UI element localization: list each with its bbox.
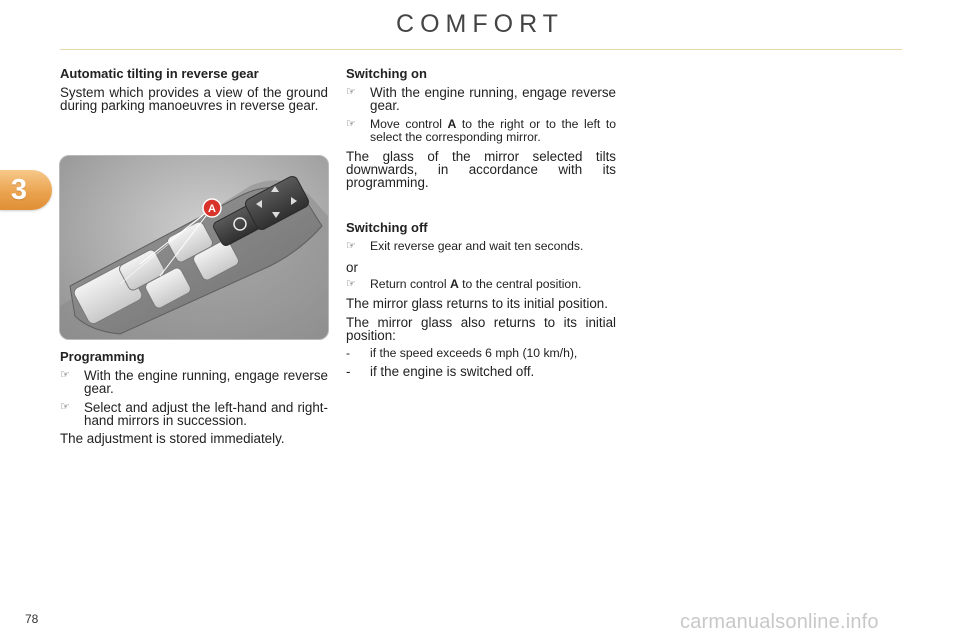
page-number: 78	[25, 612, 39, 626]
condition-item-1	[346, 347, 616, 360]
window-switch-panel-figure	[59, 155, 329, 340]
switching-off-step-1	[346, 240, 616, 253]
auto-tilt-heading: Automatic tilting in reverse gear	[60, 66, 259, 81]
step-text: Move control	[370, 117, 442, 131]
pointing-hand-icon: ☞	[60, 369, 70, 381]
pointing-hand-icon: ☞	[60, 401, 70, 413]
switch-panel-illustration	[60, 156, 328, 339]
chapter-number: 3	[10, 174, 28, 206]
switching-on-text: The glass of the mirror selected tilts downwards, in accordance with its programming.	[346, 149, 616, 190]
programming-heading: Programming	[60, 349, 145, 364]
header-divider	[60, 49, 902, 50]
returns-text: The mirror glass returns to its initial position.	[346, 296, 608, 311]
condition-item-2	[346, 365, 616, 378]
dash-marker: -	[346, 364, 351, 379]
callout-a-label: A	[208, 203, 216, 215]
programming-step-1-text: With the engine running, engage reverse gear.	[84, 368, 328, 396]
middle-column	[346, 67, 616, 378]
also-returns-text: The mirror glass also returns to its initial position:	[346, 315, 616, 343]
or-text: or	[346, 260, 358, 275]
programming-step-2-text: Select and adjust the left-hand and right-hand mirrors in succession.	[84, 400, 328, 428]
step-text: to the central position.	[462, 277, 582, 291]
pointing-hand-icon: ☞	[346, 118, 356, 130]
control-a-label: A	[447, 117, 457, 131]
step-text: to the right or to the left to select the corresponding mirror.	[370, 117, 616, 144]
auto-tilt-text: System which provides a view of the ground during parking manoeuvres in reverse gear.	[60, 85, 328, 113]
condition-text: if the engine is switched off.	[370, 364, 535, 379]
page-title: COMFORT	[396, 10, 564, 38]
step-text: Return control	[370, 277, 447, 291]
switching-off-step-2	[346, 278, 616, 291]
pointing-hand-icon: ☞	[346, 86, 356, 98]
left-column	[60, 67, 328, 112]
control-a-label: A	[449, 277, 459, 291]
switching-on-step-1	[346, 86, 616, 112]
switching-on-heading: Switching on	[346, 66, 427, 81]
pointing-hand-icon: ☞	[346, 278, 356, 290]
programming-step-2	[60, 401, 328, 427]
pointing-hand-icon: ☞	[346, 240, 356, 252]
switching-off-step-1-text: Exit reverse gear and wait ten seconds.	[370, 239, 584, 253]
switching-off-heading: Switching off	[346, 220, 428, 235]
programming-section	[60, 350, 328, 445]
watermark: carmanualsonline.info	[680, 611, 879, 633]
switching-on-step-1-text: With the engine running, engage reverse gear.	[370, 85, 616, 113]
programming-note: The adjustment is stored immediately.	[60, 431, 285, 446]
dash-marker: -	[346, 346, 351, 360]
chapter-tab	[0, 170, 52, 210]
condition-text: if the speed exceeds 6 mph (10 km/h),	[370, 346, 578, 360]
switching-on-step-2	[346, 118, 616, 144]
programming-step-1	[60, 369, 328, 395]
